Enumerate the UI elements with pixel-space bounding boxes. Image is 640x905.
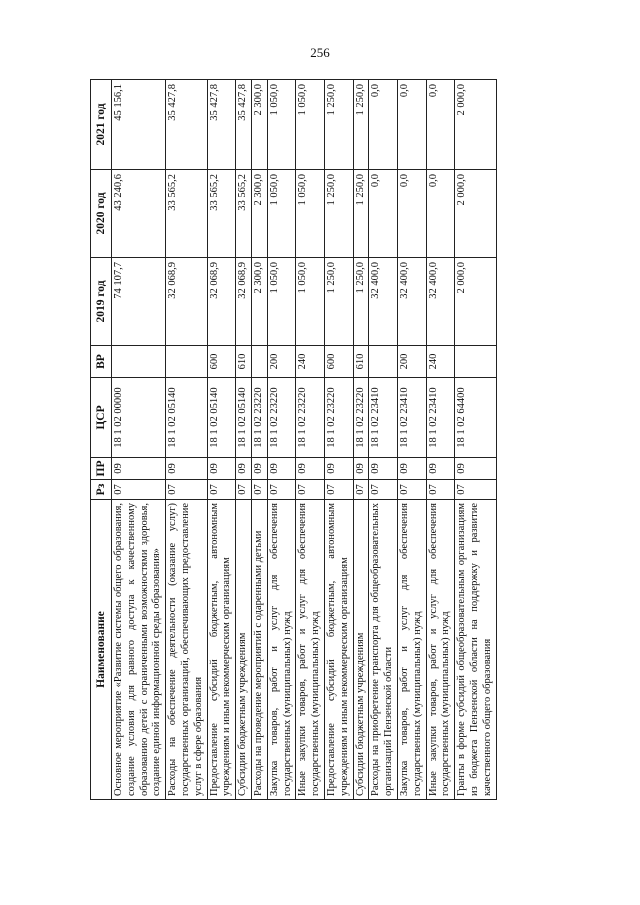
cell-pr: 09 [324, 458, 353, 480]
cell-2021: 2 000,0 [455, 80, 496, 170]
cell-pr: 09 [112, 458, 166, 480]
cell-2021: 35 427,8 [207, 80, 236, 170]
cell-2021: 35 427,8 [236, 80, 252, 170]
cell-vr [251, 346, 267, 378]
cell-pr: 09 [426, 458, 455, 480]
cell-pr: 09 [369, 458, 398, 480]
cell-2020: 2 000,0 [455, 170, 496, 258]
cell-name: Основное мероприятие «Развитие системы общего образования, создание условия для равного доступа к качественному образованию детей с ограниченными возможностями здоровья, создание единой информационной среды образования» [112, 500, 166, 800]
cell-rz: 07 [267, 480, 296, 500]
cell-2020: 1 050,0 [296, 170, 325, 258]
cell-rz: 07 [207, 480, 236, 500]
header-pr: ПР [91, 458, 112, 480]
cell-rz: 07 [296, 480, 325, 500]
cell-2021: 0,0 [397, 80, 426, 170]
table-row [236, 80, 252, 800]
cell-2021: 1 050,0 [296, 80, 325, 170]
cell-csr: 18 1 02 23410 [397, 378, 426, 458]
table-row [353, 80, 369, 800]
cell-rz: 07 [455, 480, 496, 500]
cell-name: Расходы на приобретение транспорта для общеобразовательных организаций Пензенской области [369, 500, 398, 800]
cell-pr: 09 [236, 458, 252, 480]
cell-csr: 18 1 02 23410 [426, 378, 455, 458]
cell-2021: 1 250,0 [353, 80, 369, 170]
cell-name: Закупка товаров, работ и услуг для обеспечения государственных (муниципальных) нужд [267, 500, 296, 800]
header-2019: 2019 год [91, 258, 112, 346]
cell-csr: 18 1 02 23410 [369, 378, 398, 458]
cell-name: Иные закупки товаров, работ и услуг для обеспечения государственных (муниципальных) нужд [426, 500, 455, 800]
cell-2021: 2 300,0 [251, 80, 267, 170]
cell-2019: 32 068,9 [236, 258, 252, 346]
table-row [397, 80, 426, 800]
cell-name: Закупка товаров, работ и услуг для обеспечения государственных (муниципальных) нужд [397, 500, 426, 800]
cell-2020: 0,0 [369, 170, 398, 258]
cell-2019: 2 000,0 [455, 258, 496, 346]
cell-vr [166, 346, 207, 378]
table-row [426, 80, 455, 800]
cell-vr: 600 [324, 346, 353, 378]
table-row [296, 80, 325, 800]
cell-2020: 1 250,0 [353, 170, 369, 258]
cell-rz: 07 [166, 480, 207, 500]
cell-csr: 18 1 02 23220 [267, 378, 296, 458]
cell-2021: 1 250,0 [324, 80, 353, 170]
cell-2021: 45 156,1 [112, 80, 166, 170]
cell-2019: 32 400,0 [369, 258, 398, 346]
cell-2020: 33 565,2 [207, 170, 236, 258]
cell-2020: 43 240,6 [112, 170, 166, 258]
table-header-row [91, 80, 112, 800]
cell-rz: 07 [251, 480, 267, 500]
cell-rz: 07 [353, 480, 369, 500]
cell-csr: 18 1 02 23220 [353, 378, 369, 458]
cell-name: Предоставление субсидий бюджетным, автономным учреждениям и иным некоммерческим организациям [207, 500, 236, 800]
cell-pr: 09 [397, 458, 426, 480]
table-row [455, 80, 496, 800]
cell-2019: 1 250,0 [324, 258, 353, 346]
cell-2020: 0,0 [426, 170, 455, 258]
cell-pr: 09 [455, 458, 496, 480]
cell-vr [112, 346, 166, 378]
cell-2019: 32 068,9 [207, 258, 236, 346]
cell-pr: 09 [267, 458, 296, 480]
cell-2021: 1 050,0 [267, 80, 296, 170]
table-body [112, 80, 497, 800]
cell-vr: 240 [426, 346, 455, 378]
header-2021: 2021 год [91, 80, 112, 170]
cell-vr: 200 [267, 346, 296, 378]
header-rz: Рз [91, 480, 112, 500]
table-row [267, 80, 296, 800]
cell-name: Гранты в форме субсидий общеобразовательным организациям из бюджета Пензенской области на поддержку и развитие качественного общего образования [455, 500, 496, 800]
cell-name: Иные закупки товаров, работ и услуг для обеспечения государственных (муниципальных) нужд [296, 500, 325, 800]
table-row [324, 80, 353, 800]
cell-csr: 18 1 02 64400 [455, 378, 496, 458]
cell-csr: 18 1 02 05140 [236, 378, 252, 458]
table-row [207, 80, 236, 800]
cell-2020: 33 565,2 [236, 170, 252, 258]
cell-2019: 2 300,0 [251, 258, 267, 346]
cell-2020: 2 300,0 [251, 170, 267, 258]
cell-csr: 18 1 02 23220 [251, 378, 267, 458]
cell-2019: 32 068,9 [166, 258, 207, 346]
cell-pr: 09 [207, 458, 236, 480]
cell-vr: 610 [236, 346, 252, 378]
cell-vr [369, 346, 398, 378]
cell-pr: 09 [353, 458, 369, 480]
cell-vr: 610 [353, 346, 369, 378]
cell-rz: 07 [369, 480, 398, 500]
cell-2020: 1 250,0 [324, 170, 353, 258]
cell-2019: 32 400,0 [426, 258, 455, 346]
cell-rz: 07 [397, 480, 426, 500]
cell-name: Субсидии бюджетным учреждениям [353, 500, 369, 800]
cell-rz: 07 [426, 480, 455, 500]
cell-2021: 0,0 [426, 80, 455, 170]
cell-csr: 18 1 02 23220 [296, 378, 325, 458]
cell-vr: 240 [296, 346, 325, 378]
cell-2019: 1 250,0 [353, 258, 369, 346]
cell-2021: 0,0 [369, 80, 398, 170]
cell-2019: 74 107,7 [112, 258, 166, 346]
cell-2019: 32 400,0 [397, 258, 426, 346]
cell-2020: 33 565,2 [166, 170, 207, 258]
cell-pr: 09 [251, 458, 267, 480]
header-2020: 2020 год [91, 170, 112, 258]
cell-rz: 07 [324, 480, 353, 500]
cell-2020: 0,0 [397, 170, 426, 258]
cell-rz: 07 [112, 480, 166, 500]
header-name: Наименование [91, 500, 112, 800]
rotated-page-content [90, 80, 550, 800]
cell-vr: 600 [207, 346, 236, 378]
cell-vr [455, 346, 496, 378]
header-csr: ЦСР [91, 378, 112, 458]
cell-2019: 1 050,0 [296, 258, 325, 346]
budget-table [90, 79, 497, 800]
cell-name: Предоставление субсидий бюджетным, автономным учреждениям и иным некоммерческим организациям [324, 500, 353, 800]
cell-pr: 09 [166, 458, 207, 480]
cell-csr: 18 1 02 05140 [166, 378, 207, 458]
cell-name: Расходы на проведение мероприятий с одаренными детьми [251, 500, 267, 800]
cell-name: Расходы на обеспечение деятельности (оказание услуг) государственных организаций, обеспечивающих предоставление услуг в сфере образования [166, 500, 207, 800]
page-number: 256 [310, 45, 330, 60]
cell-csr: 18 1 02 05140 [207, 378, 236, 458]
cell-vr: 200 [397, 346, 426, 378]
table-row [166, 80, 207, 800]
cell-rz: 07 [236, 480, 252, 500]
cell-2019: 1 050,0 [267, 258, 296, 346]
cell-2020: 1 050,0 [267, 170, 296, 258]
cell-2021: 35 427,8 [166, 80, 207, 170]
table-row [251, 80, 267, 800]
cell-csr: 18 1 02 00000 [112, 378, 166, 458]
table-row [369, 80, 398, 800]
header-vr: ВР [91, 346, 112, 378]
cell-name: Субсидии бюджетным учреждениям [236, 500, 252, 800]
table-row [112, 80, 166, 800]
cell-csr: 18 1 02 23220 [324, 378, 353, 458]
cell-pr: 09 [296, 458, 325, 480]
